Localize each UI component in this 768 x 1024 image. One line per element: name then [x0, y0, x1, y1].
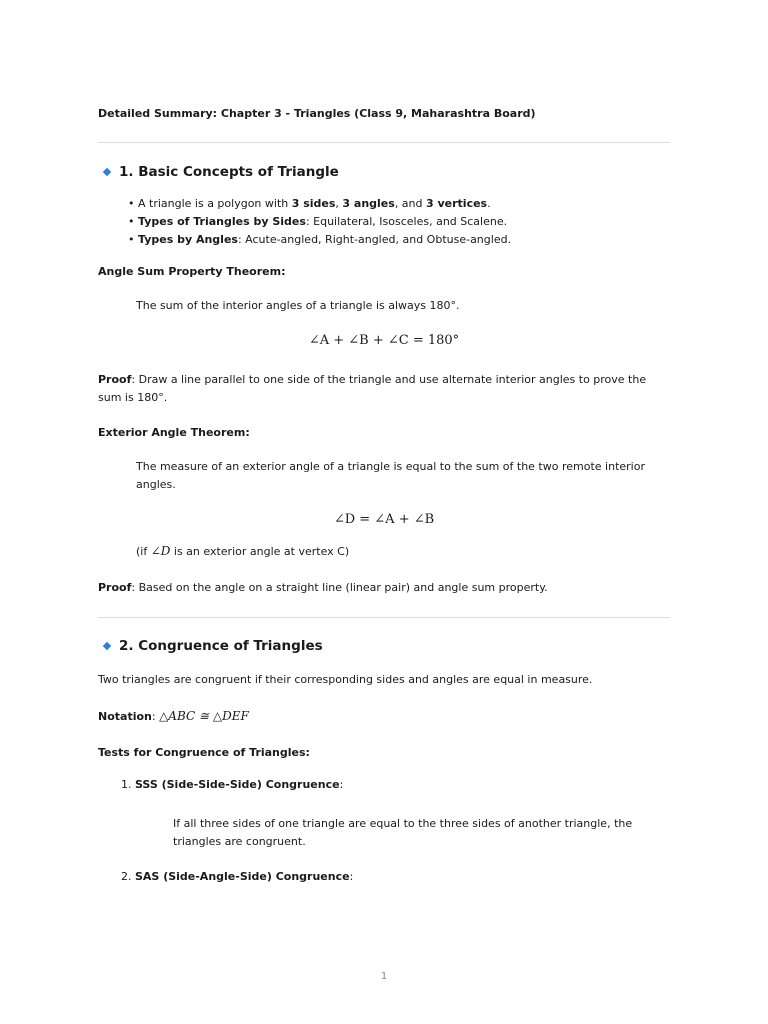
test-item-sas: 2. SAS (Side-Angle-Side) Congruence: [121, 870, 354, 883]
angle-sum-proof: Proof: Draw a line parallel to one side of the triangle and use alternate interior angles to prove the sum is 180°. [98, 373, 647, 404]
diamond-bullet-icon [103, 642, 111, 650]
list-item: • A triangle is a polygon with 3 sides, 3 angles, and 3 vertices. [128, 197, 491, 210]
document-title: Detailed Summary: Chapter 3 - Triangles (Class 9, Maharashtra Board) [98, 107, 536, 120]
divider [98, 617, 670, 618]
test-item-sss: 1. SSS (Side-Side-Side) Congruence: [121, 778, 344, 791]
list-item: • Types of Triangles by Sides: Equilateral, Isosceles, and Scalene. [128, 215, 508, 228]
exterior-angle-note: (if ∠D is an exterior angle at vertex C) [136, 544, 350, 558]
section-heading-basic-concepts: 1. Basic Concepts of Triangle [104, 164, 339, 180]
list-item: • Types by Angles: Acute-angled, Right-angled, and Obtuse-angled. [128, 233, 512, 246]
page-number: 1 [380, 971, 388, 982]
exterior-angle-proof: Proof: Based on the angle on a straight line (linear pair) and angle sum property. [98, 581, 548, 594]
basic-concepts-list [128, 195, 511, 249]
congruence-notation: Notation: △ABC ≅ △DEF [98, 709, 249, 723]
angle-sum-statement: The sum of the interior angles of a triangle is always 180°. [136, 299, 460, 312]
exterior-angle-formula: ∠D = ∠A + ∠B [333, 512, 435, 527]
divider [98, 142, 670, 143]
exterior-angle-label: Exterior Angle Theorem: [98, 426, 250, 439]
test-sss-description: If all three sides of one triangle are equal to the three sides of another triangle, the triangles are congruent. [173, 817, 633, 848]
congruence-tests-label: Tests for Congruence of Triangles: [98, 746, 310, 759]
section-heading-congruence: 2. Congruence of Triangles [104, 638, 323, 654]
angle-sum-formula: ∠A + ∠B + ∠C = 180° [308, 333, 460, 348]
exterior-angle-statement: The measure of an exterior angle of a triangle is equal to the sum of the two remote interior angles. [136, 460, 645, 491]
congruence-intro: Two triangles are congruent if their corresponding sides and angles are equal in measure. [98, 673, 593, 686]
angle-sum-label: Angle Sum Property Theorem: [98, 265, 286, 278]
diamond-bullet-icon [103, 168, 111, 176]
